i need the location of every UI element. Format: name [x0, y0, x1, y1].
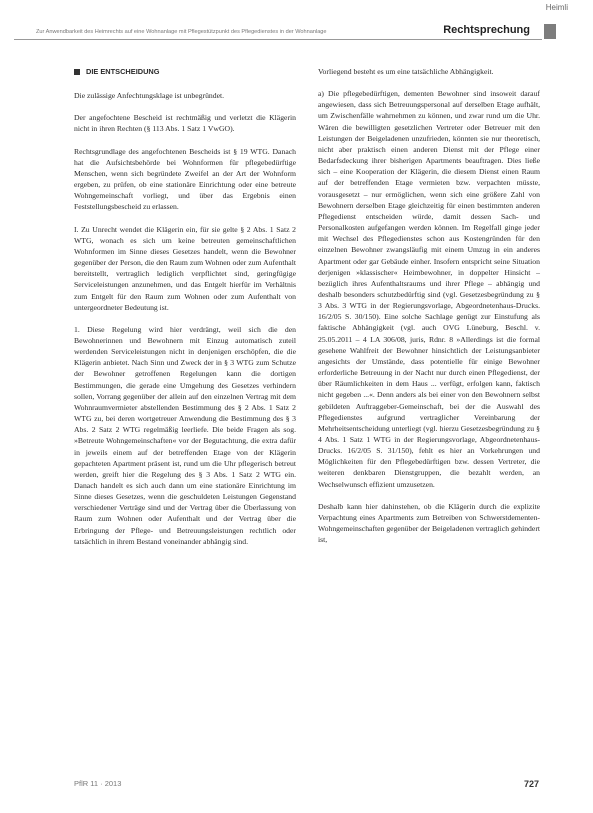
section-heading — [74, 66, 296, 77]
journal-reference: PflR 11 · 2013 — [74, 779, 122, 788]
right-column — [318, 66, 540, 556]
paragraph: Vorliegend besteht es um eine tatsächliche Abhängigkeit. — [318, 67, 494, 76]
page-header — [14, 23, 542, 41]
section-heading-text: DIE ENTSCHEIDUNG — [86, 67, 160, 76]
paragraph: 1. Diese Regelung wird hier verdrängt, weil sich die den Bewohnerinnen und Bewohnern mit Einzug automatisch zuteil werdenden Serviceleistungen nicht in denjenigen erschöpfen, die die Klägerin anbietet. Nach Sinn und Zweck der in § 3 WTG zum Schutze der Bewohner getroffenen Regelungen kann die dortigen Bestimmungen, die gerade eine Umgehung des Gesetzes verhindern sollen, Vorrang gegenüber der allein auf den einzelnen Vertrag mit dem Wohnraumvermieter abstellenden Bestimmung des § 2 Abs. 1 Satz 2 WTG zu, bei deren wortgetreuer Anwendung die Bestimmung des § 3 Abs. 2 Satz 2 WTG regelmäßig leerliefe. Die beide Fragen als sog. »Betreute Wohngemeinschaften« vor der Begutachtung, die extra dafür in jeweils einem auf der betreffenden Etage von der Klägerin gepachteten Apartment präsent ist, rund um die Uhr pflegerisch betreut werden, greift hier die Regelung des § 3 Abs. 1 Satz 2 WTG ein. Danach handelt es sich auch dann um eine stationäre Einrichtung im Sinne dieses Gesetzes, wenn die geschuldeten Leistungen Gegenstand verschiedener Verträge sind und der Vertrag über die Überlassung von Raum zum Wohnen oder Aufenthalt und der Vertrag über die Erbringung der Pflege- und Betreuungsleistungen rechtlich oder tatsächlich in ihrem Bestand voneinander abhängig sind. — [74, 324, 296, 546]
left-column — [74, 66, 296, 558]
paragraph: I. Zu Unrecht wendet die Klägerin ein, für sie gelte § 2 Abs. 1 Satz 2 WTG, wonach es sich um keine betreuten gemeinschaftlichen Wohnformen im Sinne dieses Gesetzes handelt, wenn die Bewohner gegenüber der Person, die den Raum zum Wohnen oder zum Aufenthalt bereitstellt, vertraglich lediglich verpflichtet sind, geringfügige Serviceleistungen anzunehmen, und das Entgelt hierfür im Verhältnis zum Entgelt für den Raum zum Wohnen oder zum Aufenthalt von untergeordneter Bedeutung ist. — [74, 224, 296, 312]
running-header-text: Zur Anwendbarkeit des Heimrechts auf eine Wohnanlage mit Pflegestützpunkt des Pflegedienstes in der Wohnanlage — [36, 29, 327, 35]
square-bullet-icon — [74, 69, 80, 75]
paragraph: Deshalb kann hier dahinstehen, ob die Klägerin durch die explizite Verpachtung eines Apartments zum Betreiben von Schwerstdementen-Wohngemeinschaften gegenüber der Beigeladenen vertraglich gehindert ist, — [318, 501, 541, 545]
paragraph: a) Die pflegebedürftigen, dementen Bewohner sind insoweit darauf angewiesen, dass sich Betreuungspersonal auf derselben Etage aufhält, um Zwischenfälle wahrnehmen zu können, und zwar rund um die Uhr. Wären die bewilligten gesetzlichen Vertreter oder Betreuer mit den Leistungen der Beigeladenen unzufrieden, könnten sie nur theoretisch, nicht aber praktisch einen anderen Dienst mit der Pflege einer Bedarfsdeckung ihrer bisherigen Apartments beauftragen. Dies ließe sich – eine Kooperation der Klägerin, die diesem Dienst einen Raum auf der betreffenden Etage vermieten bzw. verpachten müsste, vorausgesetzt – nur ermöglichen, wenn sich eine größere Zahl von Bewohnern derselben Etage gleichzeitig für einen bestimmten anderen Pflegedienst entscheiden würde, damit dessen Sach- und Personalkosten aufgefangen werden können. Im Regelfall ginge jeder mit Wechsel des Pflegedienstes schon aus Kostengründen für den einzelnen Bewohner zwangsläufig mit einem Umzug in ein anderes Apartment oder gar Gebäude einher. Insofern entspricht seine Situation derjenigen »klassischer« Heimbewohner, in doppelter Hinsicht – bezüglich ihres Aufenthaltsraums und ihrer Pflege – abhängig und deshalb besonders schutzbedürftig sind (vgl. Gesetzesbegründung zu § 3 Abs. 3 WTG in der Regierungsvorlage, Abgeordnetenhaus-Drucks. 16/2/05 S. 30/150). Eine solche Sachlage genügt zur Einstufung als faktische Abhängigkeit (vgl. auch OVG Lüneburg, Beschl. v. 25.05.2011 – 4 LA 306/08, juris, Rdnr. 8 »Allerdings ist die formal gesehene Wahlfreit der Bewohner hinsichtlich der Leistungsanbieter angesichts der Umstände, dass potentielle für einige Bewohner erforderliche Betreuung in der Nacht nur durch einen Pflegedienst, der über Räumlichkeiten in dem Haus ... verfügt, erfolgen kann, faktisch nicht gegeben ...«. Denn anders als bei einer von den Bewohnern selbst gebildeten Auftraggeber-Gemeinschaft, bei der die Auswahl des Pflegedienstes aufgrund vertraglicher Vereinbarung der Mehrheitsentscheidung unterliegt (vgl. hierzu Gesetzesbegründung zu § 4 Abs. 1 Satz 1 WTG in der Regierungsvorlage, Abgeordnetenhaus-Drucks. 16/2/05 S. 31/150), fehlt es hier an Vorkehrungen und Möglichkeiten für den Pflegebedürftigen bzw. dessen Vertreter, die weiteren denkbaren Dienstgruppen, die bezahlt werden, an Wechselwunsch effizient umzusetzen. — [318, 89, 540, 489]
section-tab-marker — [544, 24, 556, 39]
header-rule — [14, 39, 542, 40]
page-number: 727 — [523, 779, 539, 789]
paragraph: Die zulässige Anfechtungsklage ist unbegründet. — [74, 91, 225, 101]
paragraph: Rechtsgrundlage des angefochtenen Bescheids ist § 19 WTG. Danach hat die Aufsichtsbehörde bei Wohnformen für pflegebedürftige Menschen, wenn sich begründete Zweifel an der Art der Wohnform ergeben, zu prüfen, ob eine stationäre Einrichtung oder eine betreute Wohngemeinschaft vorliegt, und über das Ergebnis einen Feststellungsbescheid zu erlassen. — [74, 146, 296, 212]
paragraph: Der angefochtene Bescheid ist rechtmäßig und verletzt die Klägerin nicht in ihren Rechten (§ 113 Abs. 1 Satz 1 VwGO). — [74, 113, 296, 134]
corner-note: Heimli — [545, 3, 568, 12]
section-title: Rechtsprechung — [443, 24, 530, 36]
